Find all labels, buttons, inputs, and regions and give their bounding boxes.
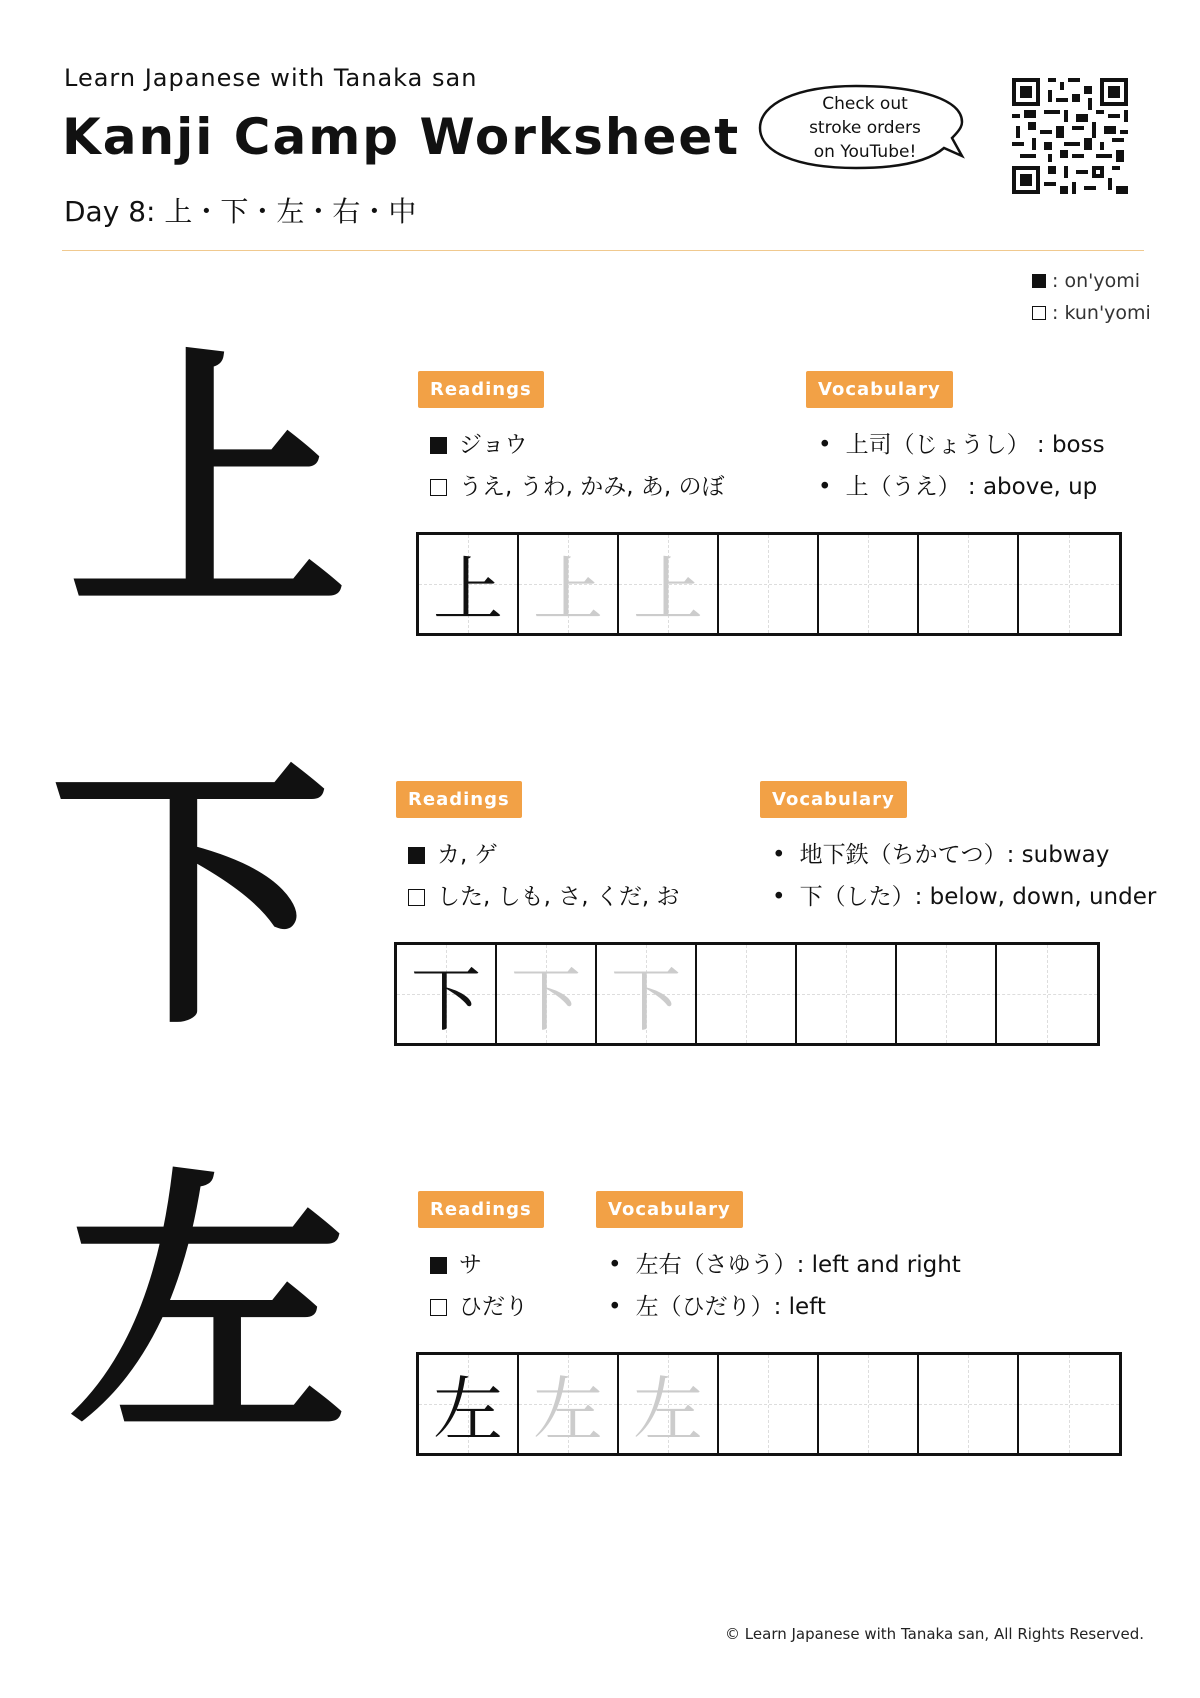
- practice-cell-blank[interactable]: [819, 1355, 919, 1453]
- practice-cell-blank[interactable]: [997, 945, 1097, 1043]
- trace-glyph: 左: [633, 1368, 703, 1451]
- practice-cell-trace[interactable]: [497, 945, 597, 1043]
- day-subtitle: Day 8: 上・下・左・右・中: [64, 195, 417, 228]
- practice-grid: [394, 942, 1100, 1046]
- onyomi-text: サ: [459, 1252, 482, 1278]
- vocab-item: [608, 1246, 961, 1279]
- brand-name: Learn Japanese with Tanaka san: [64, 64, 478, 92]
- practice-cell-blank[interactable]: [797, 945, 897, 1043]
- filled-square-icon: [430, 1257, 447, 1274]
- onyomi-reading: [408, 836, 498, 869]
- kunyomi-text: ひだり: [459, 1294, 528, 1320]
- bullet-icon: •: [818, 474, 832, 500]
- practice-cell-blank[interactable]: [897, 945, 997, 1043]
- copyright-footer: © Learn Japanese with Tanaka san, All Rights Reserved.: [725, 1625, 1144, 1643]
- practice-cell-blank[interactable]: [1019, 535, 1119, 633]
- filled-square-icon: [430, 437, 447, 454]
- empty-square-icon: [430, 1299, 447, 1316]
- practice-cell-trace[interactable]: [597, 945, 697, 1043]
- practice-cell-model[interactable]: [419, 535, 519, 633]
- practice-cell-blank[interactable]: [697, 945, 797, 1043]
- vocab-text: 左（ひだり）: left: [635, 1294, 826, 1320]
- practice-cell-blank[interactable]: [719, 1355, 819, 1453]
- kanji-large: 下: [50, 737, 330, 1063]
- vocab-item: [772, 878, 1156, 911]
- readings-tag: Readings: [418, 1191, 544, 1228]
- vocabulary-tag: Vocabulary: [806, 371, 953, 408]
- empty-square-icon: [1032, 306, 1046, 320]
- vocab-text: 地下鉄（ちかてつ）: subway: [799, 842, 1110, 868]
- trace-glyph: 下: [611, 958, 681, 1041]
- model-glyph: 上: [433, 548, 503, 631]
- practice-cell-model[interactable]: [397, 945, 497, 1043]
- legend-kunyomi-label: : kun'yomi: [1052, 302, 1151, 324]
- bubble-line: stroke orders: [809, 118, 921, 138]
- onyomi-reading: [430, 426, 528, 459]
- kunyomi-text: うえ, うわ, かみ, あ, のぼ: [459, 474, 725, 500]
- bullet-icon: •: [608, 1252, 622, 1278]
- kunyomi-reading: [430, 1288, 528, 1321]
- youtube-note[interactable]: [770, 92, 960, 164]
- qr-code-icon[interactable]: [1012, 78, 1128, 194]
- vocab-item: [772, 836, 1109, 869]
- trace-glyph: 上: [633, 548, 703, 631]
- practice-cell-trace[interactable]: [619, 535, 719, 633]
- practice-cell-blank[interactable]: [919, 535, 1019, 633]
- practice-grid: [416, 532, 1122, 636]
- bullet-icon: •: [818, 432, 832, 458]
- kunyomi-reading: [430, 468, 725, 501]
- bullet-icon: •: [608, 1294, 622, 1320]
- vocab-text: 上司（じょうし） : boss: [845, 432, 1105, 458]
- bubble-line: Check out: [822, 94, 908, 114]
- practice-cell-model[interactable]: [419, 1355, 519, 1453]
- legend-onyomi: [1032, 270, 1140, 292]
- vocab-text: 上（うえ） : above, up: [845, 474, 1098, 500]
- readings-tag: Readings: [418, 371, 544, 408]
- practice-cell-blank[interactable]: [719, 535, 819, 633]
- bullet-icon: •: [772, 884, 786, 910]
- trace-glyph: 左: [533, 1368, 603, 1451]
- practice-cell-blank[interactable]: [1019, 1355, 1119, 1453]
- trace-glyph: 下: [511, 958, 581, 1041]
- kanji-large: 上: [68, 325, 348, 651]
- legend-onyomi-label: : on'yomi: [1052, 270, 1140, 292]
- model-glyph: 左: [433, 1368, 503, 1451]
- onyomi-text: ジョウ: [459, 432, 528, 458]
- legend-kunyomi: [1032, 302, 1151, 324]
- vocab-text: 下（した）: below, down, under: [799, 884, 1157, 910]
- practice-grid: [416, 1352, 1122, 1456]
- onyomi-text: カ, ゲ: [437, 842, 498, 868]
- practice-cell-trace[interactable]: [519, 535, 619, 633]
- vocabulary-tag: Vocabulary: [596, 1191, 743, 1228]
- vocabulary-tag: Vocabulary: [760, 781, 907, 818]
- readings-tag: Readings: [396, 781, 522, 818]
- filled-square-icon: [408, 847, 425, 864]
- kanji-large: 左: [68, 1147, 348, 1473]
- practice-cell-blank[interactable]: [819, 535, 919, 633]
- vocab-text: 左右（さゆう）: left and right: [635, 1252, 961, 1278]
- practice-cell-blank[interactable]: [919, 1355, 1019, 1453]
- bullet-icon: •: [772, 842, 786, 868]
- kunyomi-text: した, しも, さ, くだ, お: [437, 884, 680, 910]
- vocab-item: [608, 1288, 826, 1321]
- practice-cell-trace[interactable]: [619, 1355, 719, 1453]
- vocab-item: [818, 468, 1097, 501]
- kunyomi-reading: [408, 878, 680, 911]
- practice-cell-trace[interactable]: [519, 1355, 619, 1453]
- page-title: Kanji Camp Worksheet: [62, 108, 741, 166]
- header-divider: [62, 250, 1144, 251]
- onyomi-reading: [430, 1246, 482, 1279]
- model-glyph: 下: [411, 958, 481, 1041]
- bubble-line: on YouTube!: [813, 142, 917, 162]
- trace-glyph: 上: [533, 548, 603, 631]
- vocab-item: [818, 426, 1105, 459]
- filled-square-icon: [1032, 274, 1046, 288]
- empty-square-icon: [430, 479, 447, 496]
- empty-square-icon: [408, 889, 425, 906]
